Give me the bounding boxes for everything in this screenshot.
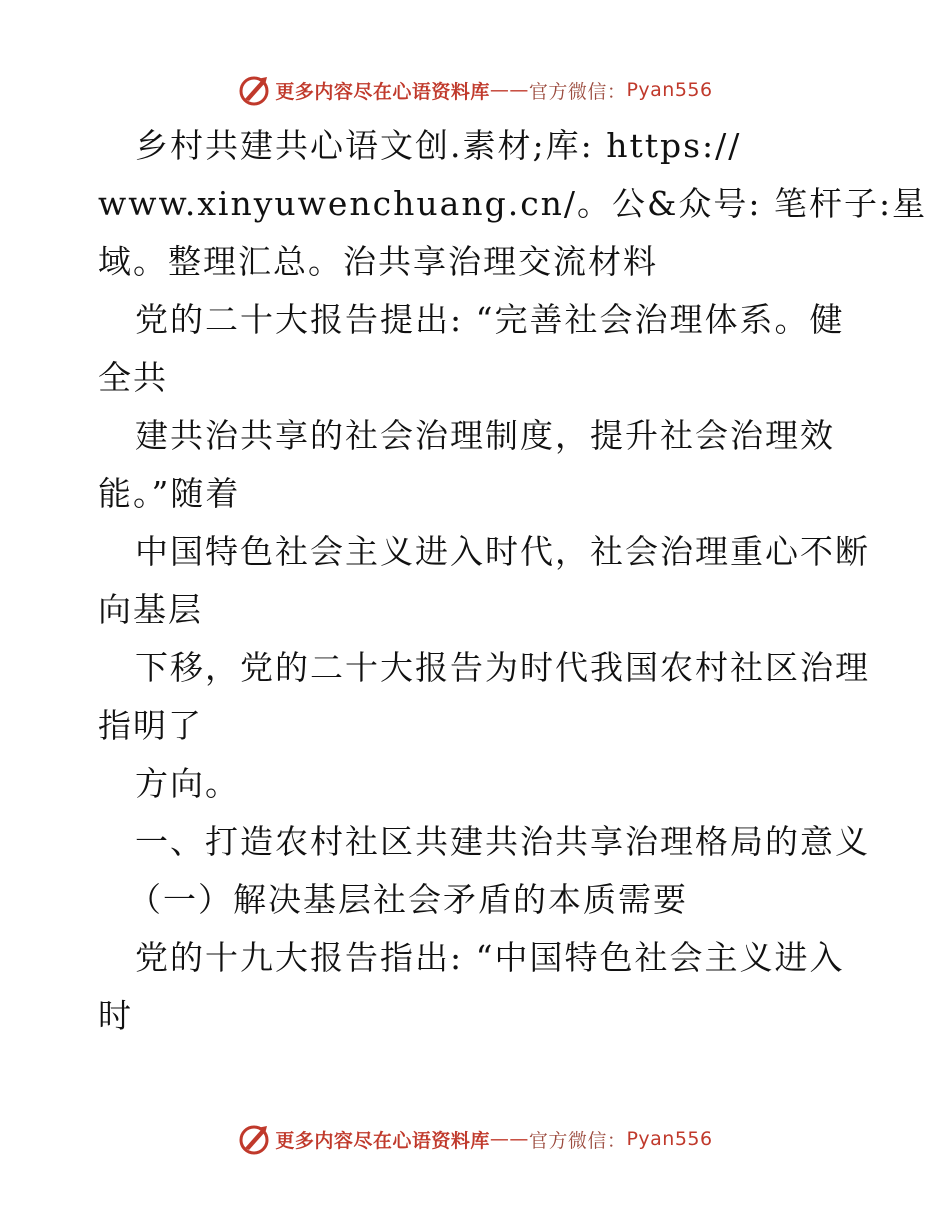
text-line: 中国特色社会主义进入时代，社会治理重心不断 [135,532,870,571]
banner-wechat-label: 官方微信： [528,1129,627,1152]
banner-wechat-label: 官方微信： [528,80,627,103]
text-line: 下移，党的二十大报告为时代我国农村社区治理 [135,648,870,687]
text-line: 全共 [98,358,168,397]
banner-main-text: 更多内容尽在心语资料库 [275,80,490,103]
quill-pen-logo-icon [237,73,271,107]
text-line: 党的十九大报告指出: “中国特色社会主义进入 [135,938,845,977]
text-line: 建共治共享的社会治理制度，提升社会治理效 [135,416,835,455]
text-line: 向基层 [98,590,203,629]
quill-pen-logo-icon [237,1122,271,1156]
text-line: 指明了 [98,706,203,745]
text-line: 党的二十大报告提出: “完善社会治理体系。健 [135,300,845,339]
document-body [98,126,928,1054]
text-line: www.xinyuwenchuang.cn/。公&众号: 笔杆子:星 [98,184,928,223]
banner-separator: —— [489,79,529,101]
subsection-heading: （一）解决基层社会矛盾的本质需要 [128,880,688,919]
section-heading: 一、打造农村社区共建共治共享治理格局的意义 [135,822,870,861]
text-line: 乡村共建共心语文创.素材;库: https:// [135,126,742,165]
text-line: 方向。 [135,764,240,803]
text-line: 域。整理汇总。治共享治理交流材料 [98,242,658,281]
banner-wechat-id: Pyan556 [626,1128,713,1150]
text-line: 时 [98,996,133,1035]
banner-separator: —— [489,1128,529,1150]
header-banner [0,70,950,110]
footer-banner [0,1119,950,1159]
banner-wechat-id: Pyan556 [626,79,713,101]
text-line: 能。”随着 [98,474,241,513]
banner-main-text: 更多内容尽在心语资料库 [275,1129,490,1152]
